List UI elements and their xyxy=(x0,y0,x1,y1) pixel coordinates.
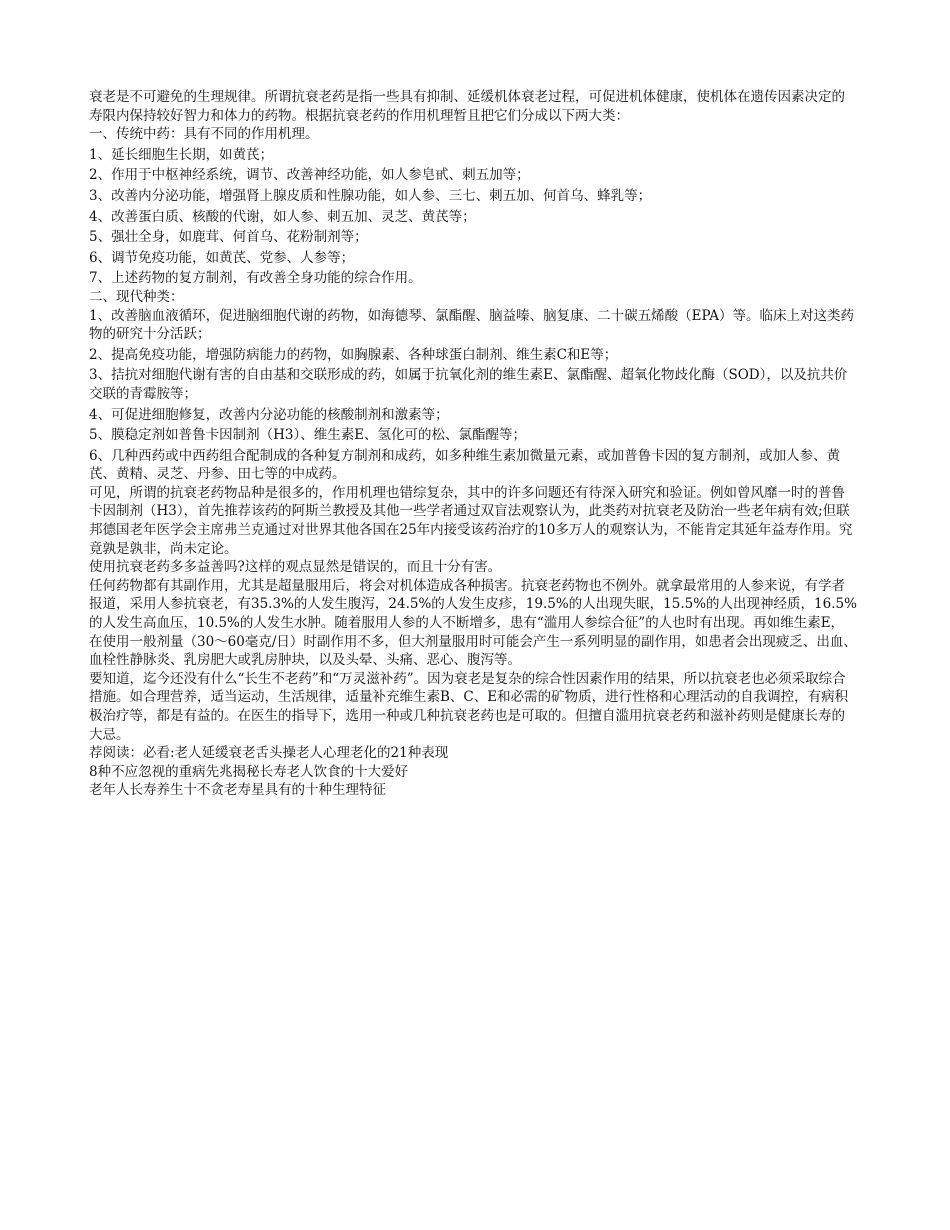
list-item: 1、延长细胞生长期，如黄芪； xyxy=(89,146,274,163)
list-item: 1、改善脑血液循环，促进脑细胞代谢的药物，如海德琴、氯酯醒、脑益嗪、脑复康、二十碳五烯酸（EPA）等。临床上对这类药物的研究十分活跃； xyxy=(89,307,855,343)
intro-paragraph: 衰老是不可避免的生理规律。所谓抗衰老药是指一些具有抑制、延缓机体衰老过程，可促进机体健康，使机体在遗传因素决定的寿限内保持较好智力和体力的药物。根据抗衰老药的作用机理暂且把它们分成以下两大类： xyxy=(89,89,845,124)
section-heading: 一、传统中药：具有不同的作用机理。 xyxy=(89,126,319,143)
list-item: 3、改善内分泌功能，增强肾上腺皮质和性腺功能，如人参、三七、刺五加、何首乌、蜂乳等； xyxy=(89,187,652,204)
list-item: 6、调节免疫功能，如黄芪、党参、人参等； xyxy=(89,249,355,266)
body-paragraph: 任何药物都有其副作用，尤其是超量服用后，将会对机体造成各种损害。抗衰老药物也不例外。就拿最常用的人参来说，有学者报道，采用人参抗衰老，有35.3%的人发生腹泻，24.5%的人发生皮疹，19.5%的人出现失眠，15.5%的人出现神经质，16.5%的人发生高血压，10.5%的人发生水肿。随着服用人参的人不断增多，患有“滥用人参综合征”的人也时有出现。再如维生素E，在使用一般剂量（30～60毫克/日）时副作用不多，但大剂量服用时可能会产生一系列明显的副作用，如患者会出现疲乏、出血、血栓性静脉炎、乳房肥大或乳房肿块，以及头晕、头痛、恶心、腹泻等。 xyxy=(89,577,857,669)
section-modern xyxy=(89,288,857,484)
recommended-reading xyxy=(89,744,857,800)
list-item: 4、改善蛋白质、核酸的代谢，如人参、刺五加、灵芝、黄芪等； xyxy=(89,208,476,225)
list-item: 3、拮抗对细胞代谢有害的自由基和交联形成的药，如属于抗氧化剂的维生素E、氯酯醒、超氧化物歧化酶（SOD），以及抗共价交联的青霉胺等； xyxy=(89,367,848,402)
list-item: 5、膜稳定剂如普鲁卡因制剂（H3）、维生素E、氢化可的松、氯酯醒等； xyxy=(89,427,527,444)
list-item: 2、作用于中枢神经系统，调节、改善神经功能，如人参皂甙、刺五加等； xyxy=(89,167,530,184)
article xyxy=(89,88,857,800)
list-item: 2、提高免疫功能，增强防病能力的药物，如胸腺素、各种球蛋白制剂、维生素C和E等； xyxy=(89,346,618,363)
list-item: 4、可促进细胞修复，改善内分泌功能的核酸制剂和激素等； xyxy=(89,406,449,423)
body-paragraph: 可见，所谓的抗衰老药物品种是很多的，作用机理也错综复杂，其中的许多问题还有待深入研究和验证。例如曾风靡一时的普鲁卡因制剂（H3），首先推荐该药的阿斯兰教授及其他一些学者通过双盲法观察认为，此类药对抗衰老及防治一些老年病有效;但联邦德国老年医学会主席弗兰克通过对世界其他各国在25年内接受该药治疗的10多万人的观察认为，不能肯定其延年益寿作用。究竟孰是孰非，尚未定论。 xyxy=(89,484,853,557)
conclusion-paragraph: 要知道，迄今还没有什么“长生不老药”和“万灵滋补药”。因为衰老是复杂的综合性因素作用的结果，所以抗衰老也必须采取综合措施。如合理营养，适当运动，生活规律，适量补充维生素B、C、E和必需的矿物质，进行性格和心理活动的自我调控，有病积极治疗等，都是有益的。在医生的指导下，选用一种或几种抗衰老药也是可取的。但擅自滥用抗衰老药和滋补药则是健康长寿的大忌。 xyxy=(89,670,849,743)
list-item: 5、强壮全身，如鹿茸、何首乌、花粉制剂等； xyxy=(89,229,368,246)
recommended-link[interactable]: 8种不应忽视的重病先兆揭秘长寿老人饮食的十大爱好 xyxy=(89,763,409,780)
recommended-link[interactable]: 老年人长寿养生十不贪老寿星具有的十种生理特征 xyxy=(89,782,386,799)
section-traditional xyxy=(89,125,857,288)
section-heading: 二、现代种类： xyxy=(89,288,184,305)
question-paragraph: 使用抗衰老药多多益善吗?这样的观点显然是错误的，而且十分有害。 xyxy=(89,559,502,576)
list-item: 6、几种西药或中西药组合配制成的各种复方制剂和成药，如多种维生素加微量元素，或加普鲁卡因的复方制剂，或加人参、黄芪、黄精、灵芝、丹参、田七等的中成药。 xyxy=(89,447,841,483)
recommended-link[interactable]: 荐阅读：必看:老人延缓衰老舌头操老人心理老化的21种表现 xyxy=(89,745,449,762)
list-item: 7、上述药物的复方制剂，有改善全身功能的综合作用。 xyxy=(89,270,422,287)
